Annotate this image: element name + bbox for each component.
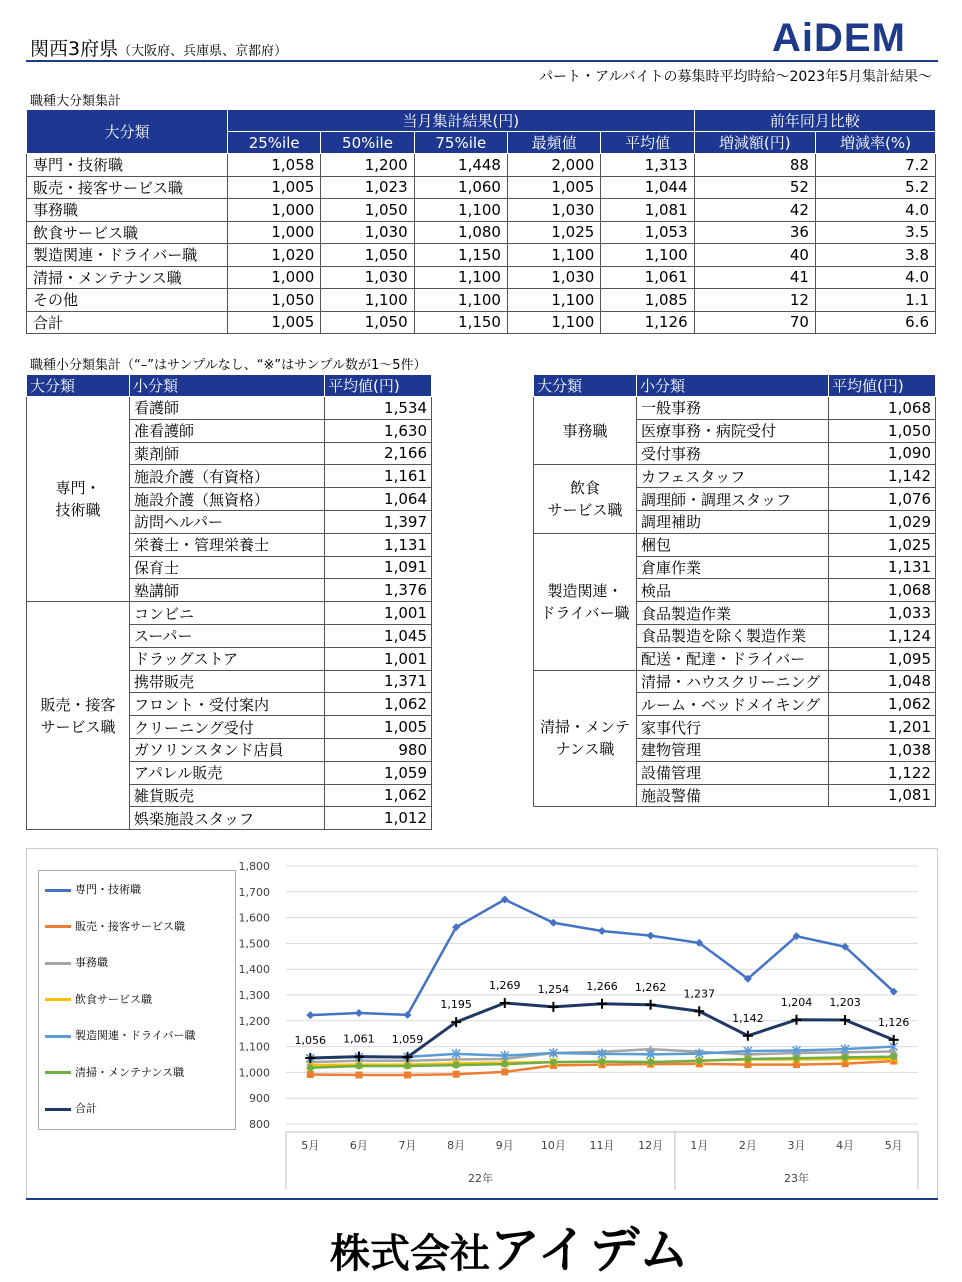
data-point bbox=[743, 1031, 753, 1041]
minor-name: 看護師 bbox=[130, 397, 325, 420]
data-point bbox=[647, 932, 655, 940]
data-point bbox=[500, 998, 510, 1008]
minor-avg: 1,095 bbox=[829, 647, 936, 670]
minor-name: 娯楽施設スタッフ bbox=[130, 807, 325, 830]
minor-name: 訪問ヘルパー bbox=[130, 510, 325, 533]
minor-avg: 1,201 bbox=[829, 716, 936, 739]
minor-name: 食品製造作業 bbox=[637, 602, 829, 625]
legend-label: 飲食サービス職 bbox=[75, 992, 152, 1006]
minor-avg: 1,122 bbox=[829, 761, 936, 784]
y-tick-label: 900 bbox=[249, 1092, 270, 1106]
minor-avg: 1,076 bbox=[829, 488, 936, 511]
minor-avg: 1,064 bbox=[325, 488, 432, 511]
cell-rate: 6.6 bbox=[815, 311, 935, 334]
cell-diff: 12 bbox=[694, 289, 815, 312]
data-label: 1,056 bbox=[294, 1033, 327, 1047]
minor-name: 施設警備 bbox=[637, 784, 829, 807]
y-tick-label: 1,700 bbox=[238, 885, 270, 899]
minor-name: 清掃・ハウスクリーニング bbox=[637, 670, 829, 693]
cell-p75: 1,448 bbox=[414, 154, 507, 177]
x-tick-label: 1月 bbox=[690, 1139, 709, 1152]
minor-avg: 1,059 bbox=[325, 761, 432, 784]
minor-name: 施設介護（無資格） bbox=[130, 488, 325, 511]
cell-p50: 1,030 bbox=[321, 221, 414, 244]
header-category: 大分類 bbox=[27, 110, 228, 154]
cell-p75: 1,100 bbox=[414, 266, 507, 289]
data-point bbox=[696, 1057, 703, 1064]
cell-avg: 1,313 bbox=[601, 154, 694, 177]
minor-name: 食品製造を除く製造作業 bbox=[637, 624, 829, 647]
cell-avg: 1,053 bbox=[601, 221, 694, 244]
data-point bbox=[307, 1064, 314, 1071]
data-point bbox=[646, 1000, 656, 1010]
x-tick-label: 11月 bbox=[589, 1139, 615, 1152]
y-tick-label: 1,400 bbox=[238, 963, 270, 977]
legend-label: 製造関連・ドライバー職 bbox=[75, 1029, 196, 1042]
data-point bbox=[694, 1006, 704, 1016]
group-category: 飲食 サービス職 bbox=[534, 465, 637, 533]
header-major: 大分類 bbox=[27, 375, 130, 397]
cell-avg: 1,081 bbox=[601, 199, 694, 222]
data-point bbox=[550, 1059, 557, 1066]
minor-avg: 1,001 bbox=[325, 647, 432, 670]
col-header: 平均値 bbox=[601, 132, 694, 154]
legend-entry bbox=[45, 881, 141, 897]
minor-avg: 1,033 bbox=[829, 602, 936, 625]
cell-avg: 1,126 bbox=[601, 311, 694, 334]
cell-mode: 1,025 bbox=[507, 221, 600, 244]
minor-avg: 1,090 bbox=[829, 442, 936, 465]
header-current: 当月集計結果(円) bbox=[228, 110, 695, 132]
row-category: その他 bbox=[27, 289, 228, 312]
data-point bbox=[453, 1062, 460, 1069]
row-category: 専門・技術職 bbox=[27, 154, 228, 177]
cell-p75: 1,100 bbox=[414, 199, 507, 222]
legend-entry bbox=[45, 1027, 195, 1043]
minor-name: アパレル販売 bbox=[130, 761, 325, 784]
data-label: 1,203 bbox=[829, 996, 861, 1010]
data-point bbox=[549, 919, 557, 927]
minor-avg: 1,050 bbox=[829, 419, 936, 442]
col-header: 増減額(円) bbox=[694, 132, 815, 154]
minor-avg: 1,048 bbox=[829, 670, 936, 693]
cell-diff: 88 bbox=[694, 154, 815, 177]
cell-p25: 1,058 bbox=[228, 154, 321, 177]
header-minor: 小分類 bbox=[130, 375, 325, 397]
cell-p25: 1,050 bbox=[228, 289, 321, 312]
cell-rate: 4.0 bbox=[815, 266, 935, 289]
legend-swatch bbox=[45, 962, 71, 965]
cell-diff: 40 bbox=[694, 244, 815, 267]
x-tick-label: 2月 bbox=[738, 1139, 757, 1152]
row-category: 飲食サービス職 bbox=[27, 221, 228, 244]
cell-p25: 1,000 bbox=[228, 221, 321, 244]
col-header: 最頻値 bbox=[507, 132, 600, 154]
cell-rate: 1.1 bbox=[815, 289, 935, 312]
cell-mode: 1,030 bbox=[507, 266, 600, 289]
legend-swatch bbox=[45, 889, 71, 892]
cell-p50: 1,200 bbox=[321, 154, 414, 177]
legend-label: 事務職 bbox=[75, 956, 108, 969]
legend-entry bbox=[45, 954, 108, 970]
legend-entry bbox=[45, 1064, 184, 1080]
minor-name: 調理師・調理スタッフ bbox=[637, 488, 829, 511]
year-label: 23年 bbox=[783, 1172, 809, 1185]
row-category: 事務職 bbox=[27, 199, 228, 222]
cell-p75: 1,060 bbox=[414, 176, 507, 199]
data-label: 1,269 bbox=[489, 978, 521, 992]
minor-avg: 1,091 bbox=[325, 556, 432, 579]
x-tick-label: 12月 bbox=[638, 1139, 664, 1152]
legend-label: 販売・接客サービス職 bbox=[75, 919, 185, 933]
cell-diff: 52 bbox=[694, 176, 815, 199]
data-label: 1,237 bbox=[683, 987, 715, 1001]
cell-p25: 1,005 bbox=[228, 176, 321, 199]
minor-name: 栄養士・管理栄養士 bbox=[130, 533, 325, 556]
data-point bbox=[890, 1053, 897, 1060]
cell-mode: 1,100 bbox=[507, 244, 600, 267]
cell-p75: 1,080 bbox=[414, 221, 507, 244]
cell-mode: 1,030 bbox=[507, 199, 600, 222]
cell-rate: 3.8 bbox=[815, 244, 935, 267]
col-header: 50%ile bbox=[321, 132, 414, 154]
cell-diff: 70 bbox=[694, 311, 815, 334]
minor-name: 建物管理 bbox=[637, 738, 829, 761]
data-point bbox=[355, 1009, 363, 1017]
minor-avg: 1,131 bbox=[829, 556, 936, 579]
company-name bbox=[330, 1210, 691, 1282]
minor-name: ガソリンスタンド店員 bbox=[130, 738, 325, 761]
data-point bbox=[599, 1058, 606, 1065]
cell-p75: 1,150 bbox=[414, 244, 507, 267]
cell-avg: 1,061 bbox=[601, 266, 694, 289]
header-yoy: 前年同月比較 bbox=[694, 110, 935, 132]
col-header: 増減率(%) bbox=[815, 132, 935, 154]
header-minor: 小分類 bbox=[637, 375, 829, 397]
minor-avg: 2,166 bbox=[325, 442, 432, 465]
legend-label: 清掃・メンテナンス職 bbox=[75, 1065, 185, 1079]
data-point bbox=[501, 1061, 508, 1068]
cell-p50: 1,050 bbox=[321, 199, 414, 222]
minor-name: 施設介護（有資格） bbox=[130, 465, 325, 488]
minor-avg: 980 bbox=[325, 738, 432, 761]
data-point bbox=[404, 1062, 411, 1069]
minor-avg: 1,131 bbox=[325, 533, 432, 556]
header-major: 大分類 bbox=[534, 375, 637, 397]
data-point bbox=[647, 1059, 654, 1066]
minor-name: クリーニング受付 bbox=[130, 716, 325, 739]
minor-name: 受付事務 bbox=[637, 442, 829, 465]
data-point bbox=[793, 1055, 800, 1062]
minor-avg: 1,005 bbox=[325, 716, 432, 739]
cell-p50: 1,100 bbox=[321, 289, 414, 312]
cell-diff: 41 bbox=[694, 266, 815, 289]
minor-name: 調理補助 bbox=[637, 510, 829, 533]
data-label: 1,266 bbox=[586, 979, 618, 993]
cell-mode: 2,000 bbox=[507, 154, 600, 177]
col-header: 75%ile bbox=[414, 132, 507, 154]
y-tick-label: 1,300 bbox=[238, 989, 270, 1002]
x-tick-label: 5月 bbox=[884, 1139, 903, 1152]
minor-name: 検品 bbox=[637, 579, 829, 602]
minor-name: 配送・配達・ドライバー bbox=[637, 647, 829, 670]
data-point bbox=[501, 1068, 508, 1075]
cell-p75: 1,100 bbox=[414, 289, 507, 312]
row-category: 製造関連・ドライバー職 bbox=[27, 244, 228, 267]
minor-name: カフェスタッフ bbox=[637, 465, 829, 488]
minor-name: 薬剤師 bbox=[130, 442, 325, 465]
minor-name: フロント・受付案内 bbox=[130, 693, 325, 716]
legend-swatch bbox=[45, 1071, 71, 1074]
major-section-label: 職種大分類集計 bbox=[30, 94, 122, 109]
minor-name: 医療事務・病院受付 bbox=[637, 419, 829, 442]
data-label: 1,126 bbox=[877, 1015, 910, 1029]
y-tick-label: 1,500 bbox=[238, 937, 270, 951]
minor-avg: 1,142 bbox=[829, 465, 936, 488]
row-category: 販売・接客サービス職 bbox=[27, 176, 228, 199]
minor-name: 保育士 bbox=[130, 556, 325, 579]
minor-avg: 1,534 bbox=[325, 397, 432, 420]
cell-rate: 4.0 bbox=[815, 199, 935, 222]
region-title: 関西3府県 bbox=[30, 38, 119, 60]
minor-name: 携帯販売 bbox=[130, 670, 325, 693]
minor-avg: 1,068 bbox=[829, 397, 936, 420]
x-tick-label: 8月 bbox=[447, 1139, 466, 1152]
minor-name: ルーム・ベッドメイキング bbox=[637, 693, 829, 716]
minor-name: ドラッグストア bbox=[130, 647, 325, 670]
row-category: 清掃・メンテナンス職 bbox=[27, 266, 228, 289]
minor-avg: 1,029 bbox=[829, 510, 936, 533]
cell-p25: 1,000 bbox=[228, 199, 321, 222]
header-avg: 平均値(円) bbox=[325, 375, 432, 397]
minor-name: 一般事務 bbox=[637, 397, 829, 420]
cell-rate: 3.5 bbox=[815, 221, 935, 244]
data-point bbox=[453, 1071, 460, 1078]
cell-diff: 42 bbox=[694, 199, 815, 222]
legend-swatch bbox=[45, 925, 71, 928]
group-category: 事務職 bbox=[534, 397, 637, 465]
minor-avg: 1,161 bbox=[325, 465, 432, 488]
minor-name: コンビニ bbox=[130, 602, 325, 625]
x-tick-label: 6月 bbox=[349, 1139, 368, 1152]
data-point bbox=[306, 1011, 314, 1019]
data-point bbox=[791, 1015, 801, 1025]
data-point bbox=[597, 999, 607, 1009]
data-point bbox=[355, 1071, 362, 1078]
legend-swatch bbox=[45, 998, 71, 1001]
cell-p50: 1,023 bbox=[321, 176, 414, 199]
minor-avg: 1,062 bbox=[829, 693, 936, 716]
minor-name: 設備管理 bbox=[637, 761, 829, 784]
data-label: 1,262 bbox=[634, 980, 667, 994]
minor-avg: 1,012 bbox=[325, 807, 432, 830]
group-category: 販売・接客 サービス職 bbox=[27, 602, 130, 830]
y-tick-label: 1,600 bbox=[238, 911, 270, 925]
chart-legend bbox=[38, 870, 236, 1130]
col-header: 25%ile bbox=[228, 132, 321, 154]
minor-avg: 1,397 bbox=[325, 510, 432, 533]
minor-name: スーパー bbox=[130, 624, 325, 647]
minor-avg: 1,038 bbox=[829, 738, 936, 761]
cell-p75: 1,150 bbox=[414, 311, 507, 334]
cell-p25: 1,000 bbox=[228, 266, 321, 289]
minor-name: 梱包 bbox=[637, 533, 829, 556]
legend-swatch bbox=[45, 1108, 71, 1111]
y-tick-label: 800 bbox=[249, 1118, 270, 1131]
x-tick-label: 3月 bbox=[787, 1139, 806, 1152]
x-tick-label: 10月 bbox=[540, 1139, 566, 1152]
minor-avg: 1,081 bbox=[829, 784, 936, 807]
cell-p25: 1,020 bbox=[228, 244, 321, 267]
legend-entry bbox=[45, 1100, 97, 1116]
minor-avg: 1,025 bbox=[829, 533, 936, 556]
minor-name: 雑貨販売 bbox=[130, 784, 325, 807]
cell-p25: 1,005 bbox=[228, 311, 321, 334]
cell-rate: 7.2 bbox=[815, 154, 935, 177]
data-point bbox=[548, 1002, 558, 1012]
y-tick-label: 1,200 bbox=[238, 1014, 270, 1028]
footer-divider bbox=[26, 1198, 938, 1200]
minor-avg: 1,068 bbox=[829, 579, 936, 602]
cell-p50: 1,050 bbox=[321, 311, 414, 334]
minor-avg: 1,062 bbox=[325, 693, 432, 716]
row-category: 合計 bbox=[27, 311, 228, 334]
y-tick-label: 1,000 bbox=[238, 1066, 270, 1080]
report-subtitle: パート・アルバイトの募集時平均時給～2023年5月集計結果～ bbox=[539, 69, 932, 85]
legend-entry bbox=[45, 991, 152, 1007]
cell-avg: 1,085 bbox=[601, 289, 694, 312]
minor-avg: 1,001 bbox=[325, 602, 432, 625]
data-point bbox=[840, 1015, 850, 1025]
cell-mode: 1,100 bbox=[507, 289, 600, 312]
cell-avg: 1,044 bbox=[601, 176, 694, 199]
minor-name: 倉庫作業 bbox=[637, 556, 829, 579]
data-point bbox=[307, 1071, 314, 1078]
x-tick-label: 7月 bbox=[398, 1139, 417, 1152]
year-label: 22年 bbox=[467, 1172, 493, 1185]
x-tick-label: 5月 bbox=[301, 1139, 320, 1152]
data-point bbox=[404, 1071, 411, 1078]
minor-name: 家事代行 bbox=[637, 716, 829, 739]
data-label: 1,254 bbox=[537, 982, 570, 996]
y-tick-label: 1,800 bbox=[238, 860, 270, 873]
x-tick-label: 4月 bbox=[836, 1139, 855, 1152]
cell-diff: 36 bbox=[694, 221, 815, 244]
data-label: 1,061 bbox=[343, 1032, 375, 1046]
minor-avg: 1,045 bbox=[325, 624, 432, 647]
minor-avg: 1,630 bbox=[325, 419, 432, 442]
data-point bbox=[598, 927, 606, 935]
y-tick-label: 1,100 bbox=[238, 1040, 270, 1054]
minor-avg: 1,062 bbox=[325, 784, 432, 807]
data-point bbox=[842, 1054, 849, 1061]
cell-p50: 1,030 bbox=[321, 266, 414, 289]
cell-p50: 1,050 bbox=[321, 244, 414, 267]
cell-mode: 1,100 bbox=[507, 311, 600, 334]
minor-name: 塾講師 bbox=[130, 579, 325, 602]
cell-avg: 1,100 bbox=[601, 244, 694, 267]
data-point bbox=[744, 1055, 751, 1062]
group-category: 清掃・メンテ ナンス職 bbox=[534, 670, 637, 807]
header-avg: 平均値(円) bbox=[829, 375, 936, 397]
group-category: 専門・ 技術職 bbox=[27, 397, 130, 602]
x-tick-label: 9月 bbox=[495, 1139, 514, 1152]
legend-swatch bbox=[45, 1035, 71, 1038]
legend-label: 専門・技術職 bbox=[75, 883, 141, 896]
data-label: 1,142 bbox=[732, 1011, 764, 1025]
group-category: 製造関連・ ドライバー職 bbox=[534, 533, 637, 670]
minor-section-label: 職種小分類集計（“–”はサンプルなし、“※”はサンプル数が1～5件） bbox=[30, 358, 427, 373]
data-label: 1,204 bbox=[780, 995, 813, 1009]
data-label: 1,195 bbox=[440, 998, 472, 1012]
data-label: 1,059 bbox=[391, 1033, 424, 1047]
region-subtitle: （大阪府、兵庫県、京都府） bbox=[118, 44, 288, 59]
cell-rate: 5.2 bbox=[815, 176, 935, 199]
data-point bbox=[355, 1062, 362, 1069]
minor-avg: 1,371 bbox=[325, 670, 432, 693]
minor-name: 准看護師 bbox=[130, 419, 325, 442]
minor-avg: 1,124 bbox=[829, 624, 936, 647]
company-name-main: アイデム bbox=[490, 1221, 691, 1279]
legend-entry bbox=[45, 918, 185, 934]
legend-label: 合計 bbox=[75, 1102, 97, 1115]
cell-mode: 1,005 bbox=[507, 176, 600, 199]
minor-avg: 1,376 bbox=[325, 579, 432, 602]
company-prefix: 株式会社 bbox=[330, 1231, 490, 1277]
aidem-logo: AiDEM bbox=[772, 16, 906, 60]
